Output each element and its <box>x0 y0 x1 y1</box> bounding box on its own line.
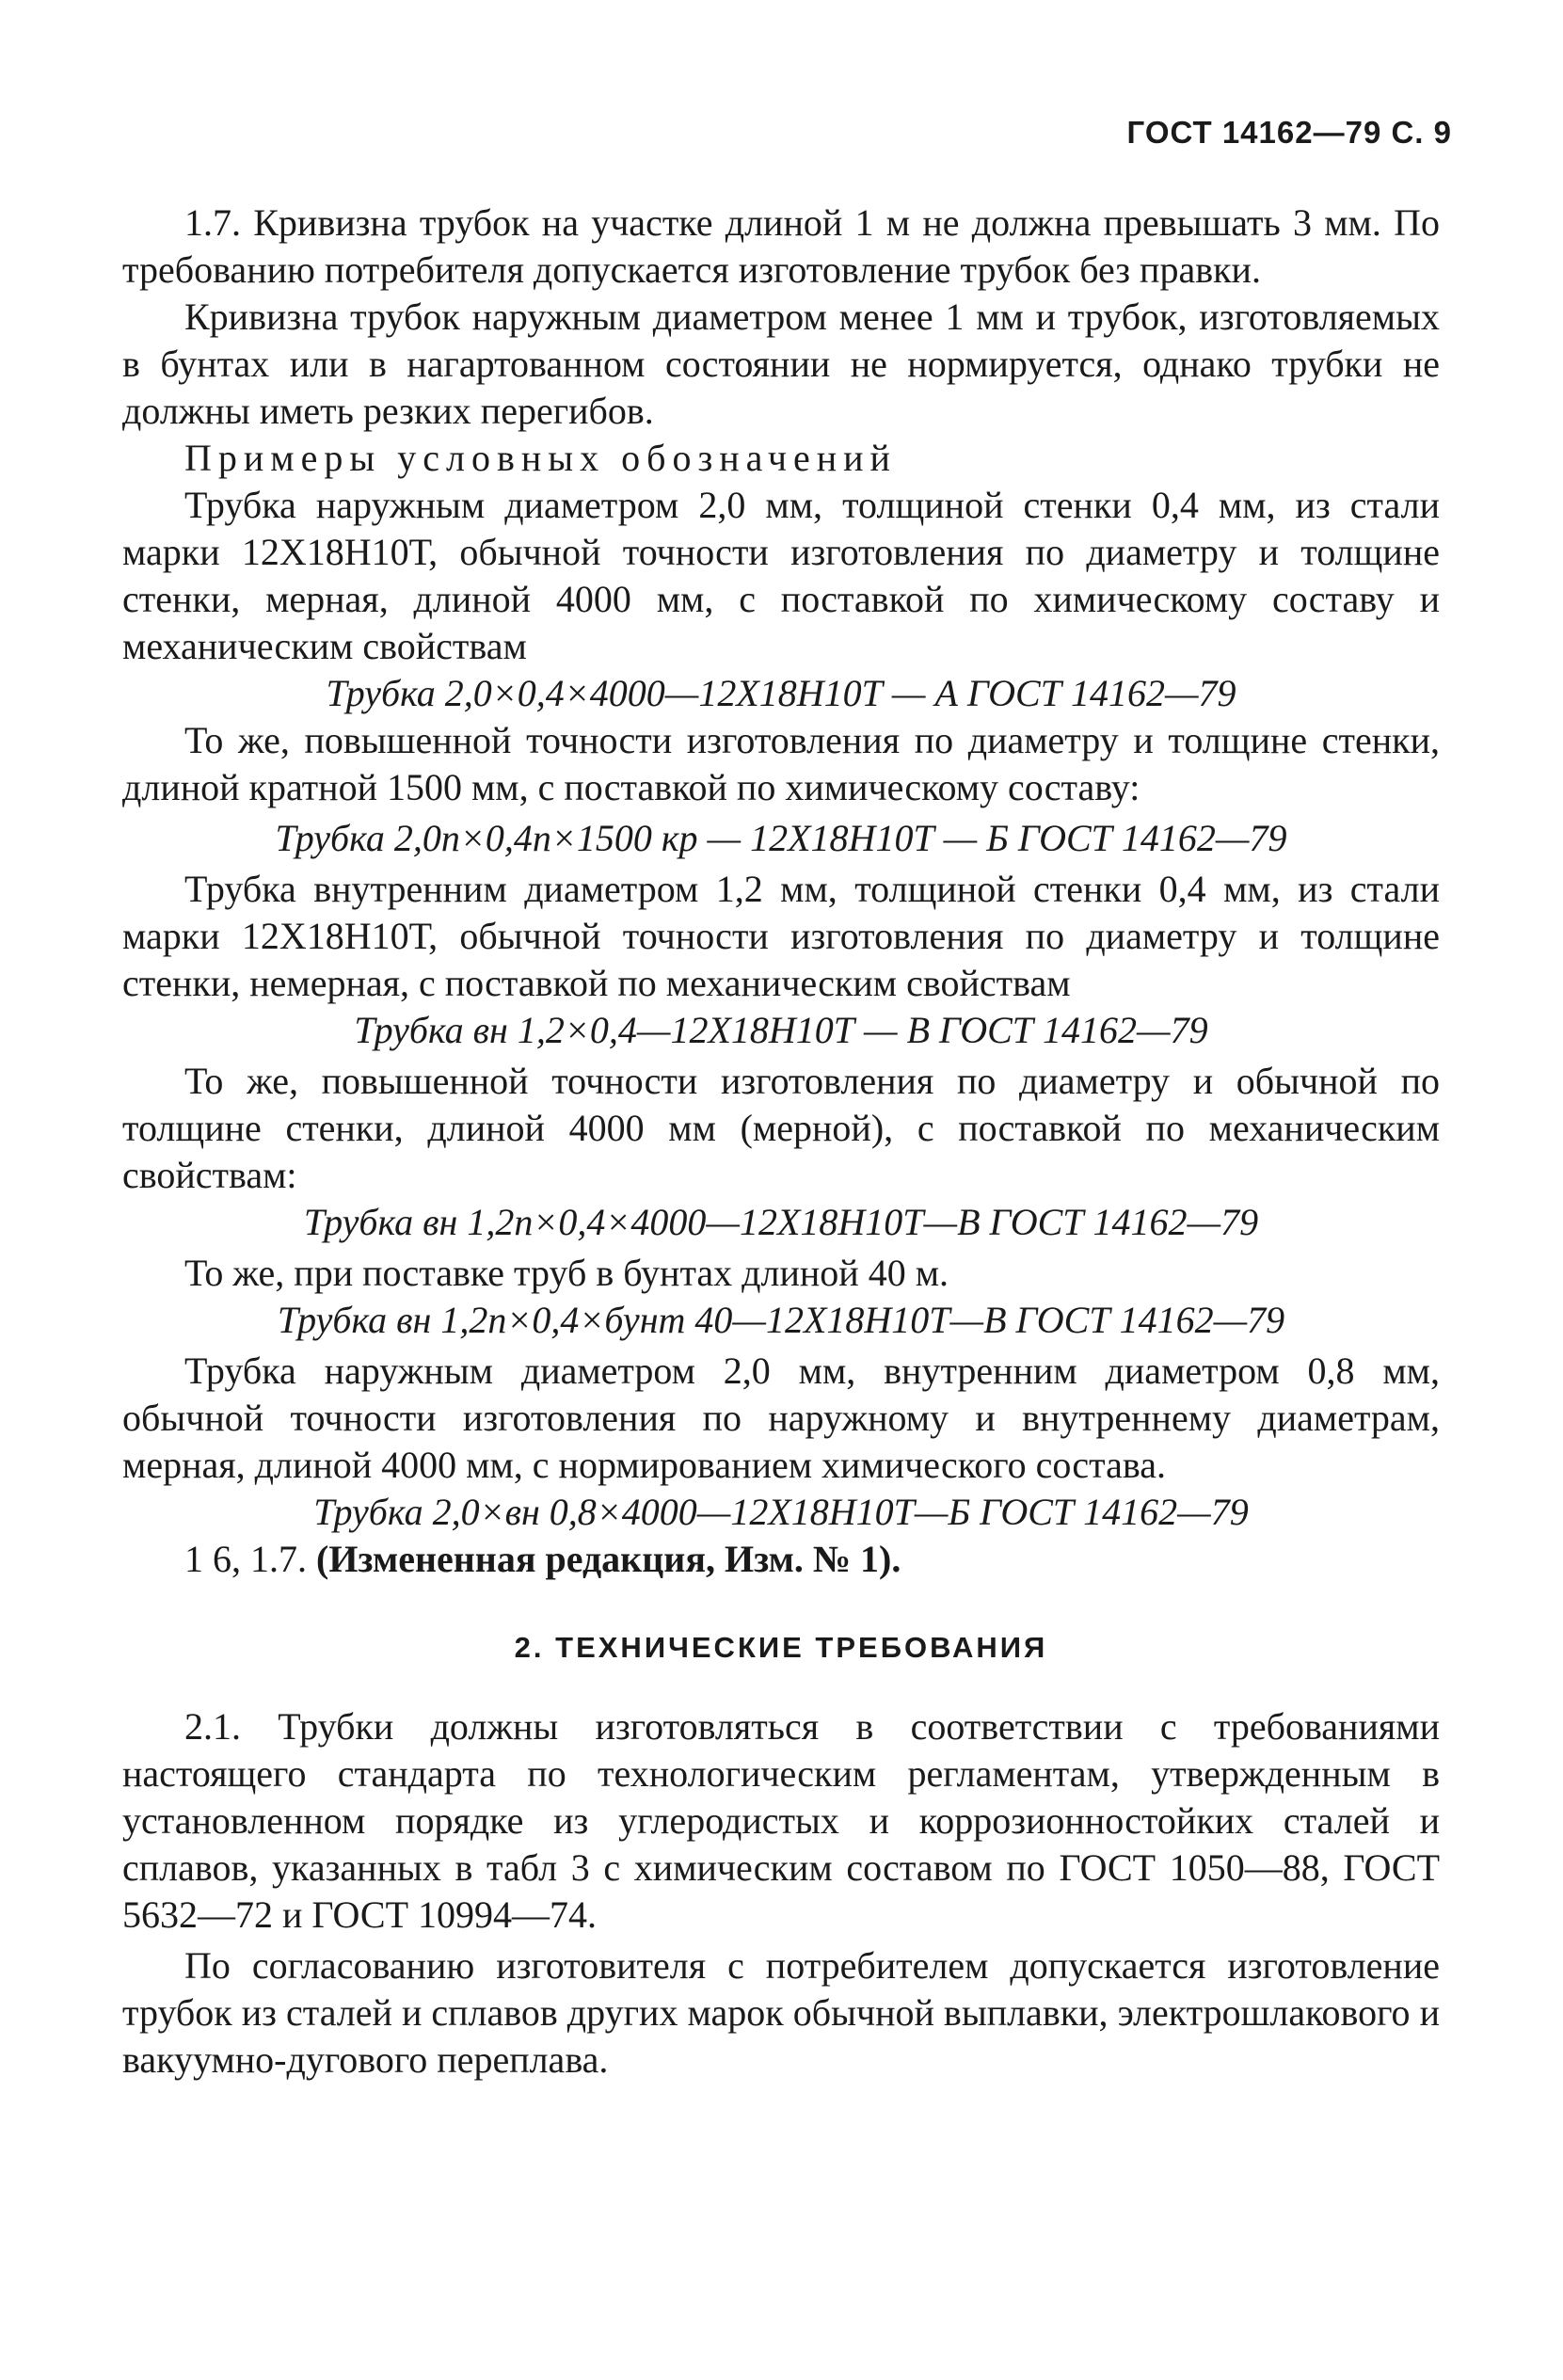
example-5-designation: Трубка вн 1,2п×0,4×бунт 40—12Х18Н10Т—В ГОСТ 14162—79 <box>277 1299 1285 1341</box>
example-3-text: Трубка внутренним диаметром 1,2 мм, толщиной стенки 0,4 мм, из стали марки 12Х18Н10Т, обычной точности изготовления по диаметру и толщине стенки, немерная, с поставкой по механическим свойствам <box>122 868 1440 1004</box>
example-2-designation: Трубка 2,0п×0,4п×1500 кр — 12Х18Н10Т — Б ГОСТ 14162—79 <box>275 817 1287 859</box>
paragraph-agreement: По согласованию изготовителя с потребителем допускается изготовление трубок из сталей и сплавов других марок обычной выплавки, электрошлакового и вакуумно-дугового переплава. <box>122 1944 1440 2081</box>
example-4-text: То же, повышенной точности изготовления по диаметру и обычной по толщине стенки, длиной 4000 мм (мерной), с поставкой по механическим свойствам: <box>122 1060 1440 1196</box>
example-6-designation: Трубка 2,0×вн 0,8×4000—12Х18Н10Т—Б ГОСТ 14162—79 <box>313 1491 1249 1533</box>
example-1-designation: Трубка 2,0×0,4×4000—12Х18Н10Т — А ГОСТ 14162—79 <box>326 672 1236 714</box>
page-header-standard-ref: ГОСТ 14162—79 С. 9 <box>1126 115 1452 150</box>
example-2-text: То же, повышенной точности изготовления по диаметру и толщине стенки, длиной кратной 1500 мм, с поставкой по химическому составу: <box>122 719 1440 808</box>
paragraph-2-1: 2.1. Трубки должны изготовляться в соответствии с требованиями настоящего стандарта по технологическим регламентам, утвержденным в установленном порядке из углеродистых и коррозионностойких сталей и сплавов, указанных в табл 3 с химическим составом по ГОСТ 1050—88, ГОСТ 5632—72 и ГОСТ 10994—74. <box>122 1705 1440 1936</box>
paragraph-1-7: 1.7. Кривизна трубок на участке длиной 1 м не должна превышать 3 мм. По требованию потребителя допускается изготовление трубок без правки. <box>122 201 1440 291</box>
example-4-designation: Трубка вн 1,2п×0,4×4000—12Х18Н10Т—В ГОСТ 14162—79 <box>303 1201 1259 1243</box>
paragraph-curvature: Кривизна трубок наружным диаметром менее 1 мм и трубок, изготовляемых в бунтах или в нагартованном состоянии не нормируется, однако трубки не должны иметь резких перегибов. <box>122 296 1440 432</box>
amendment-refs: 1 6, 1.7. <box>184 1538 307 1580</box>
example-3-designation: Трубка вн 1,2×0,4—12Х18Н10Т — В ГОСТ 14162—79 <box>354 1009 1208 1051</box>
example-5-text: То же, при поставке труб в бунтах длиной 40 м. <box>184 1252 949 1294</box>
example-6-text: Трубка наружным диаметром 2,0 мм, внутренним диаметром 0,8 мм, обычной точности изготовления по наружному и внутреннему диаметрам, мерная, длиной 4000 мм, с нормированием химического состава. <box>122 1350 1440 1486</box>
example-1-text: Трубка наружным диаметром 2,0 мм, толщиной стенки 0,4 мм, из стали марки 12Х18Н10Т, обычной точности изготовления по диаметру и толщине стенки, мерная, длиной 4000 мм, с поставкой по химическому составу и механическим свойствам <box>122 484 1440 667</box>
document-body <box>122 200 1440 2084</box>
amendment-line <box>122 1536 1440 1583</box>
section-2-title: 2. ТЕХНИЧЕСКИЕ ТРЕБОВАНИЯ <box>514 1631 1048 1664</box>
examples-heading: Примеры условных обозначений <box>184 437 897 479</box>
amendment-note: (Измененная редакция, Изм. № 1). <box>316 1538 901 1580</box>
